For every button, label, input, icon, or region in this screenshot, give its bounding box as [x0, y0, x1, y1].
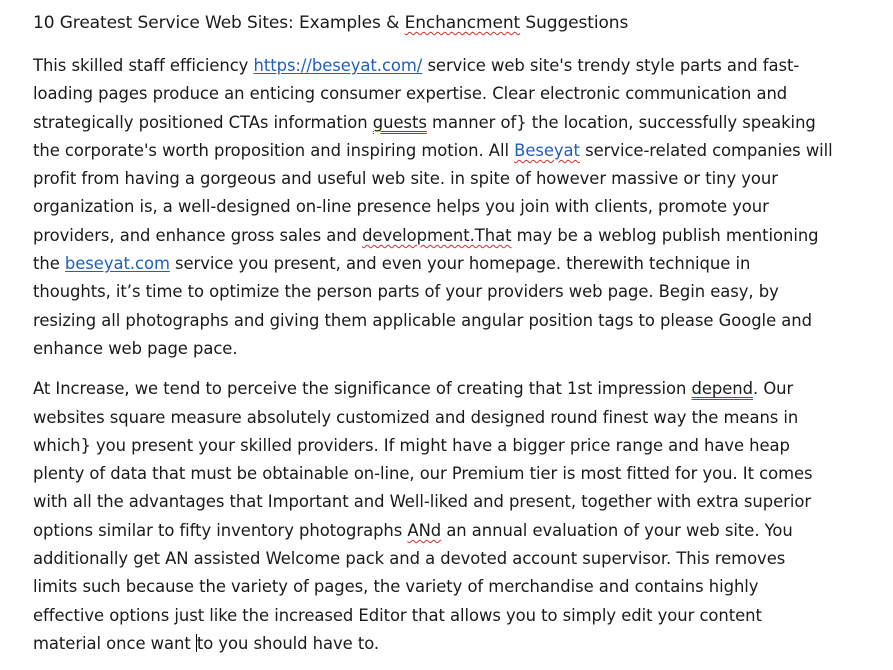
- p1-grammar-flag[interactable]: guests: [372, 112, 427, 132]
- p1-text-5: may be a weblog publish mentioning the: [33, 225, 819, 274]
- paragraph-2: [33, 375, 833, 658]
- p1-text-6: service you present, and even your homepage. therewith technique in thoughts, it’s time to optimize the person parts of your providers web page. Begin easy, by resizing all photographs and giving them applicable angular position tags to please Google and enhance web page pace.: [33, 254, 812, 358]
- p2-text-2: . Our websites square measure absolutely customized and designed round finest way the means in which} you present your skilled providers. If might have a bigger price range and have heap plenty of data that must be obtainable on-line, our Premium tier is most fitted for you. It comes with all the advantages that Important and Well-liked and present, together with extra superior options similar to fifty inventory photographs: [33, 379, 813, 540]
- document-page[interactable]: [33, 11, 833, 670]
- title-text-end: Suggestions: [520, 13, 629, 33]
- p1-spelling-flag[interactable]: development.That: [362, 225, 512, 245]
- title-text: 10 Greatest Service Web Sites: Examples &: [33, 13, 405, 33]
- beseyat-domain-link[interactable]: beseyat.com: [64, 254, 170, 274]
- p2-text-1: At Increase, we tend to perceive the significance of creating that 1st impression: [33, 379, 692, 399]
- p1-text-4: service-related companies will profit from having a gorgeous and useful web site. in spite of however massive or tiny your organization is, a well-designed on-line presence helps you join with clients, promote your providers, and enhance gross sales and: [33, 140, 833, 245]
- p1-text-2: service web site's trendy style parts and fast-loading pages produce an enticing consumer expertise. Clear electronic communication and strategically positioned CTAs information: [33, 56, 800, 132]
- title-misspelled-word[interactable]: Enchancment: [404, 13, 521, 33]
- p2-spelling-flag[interactable]: ANd: [407, 520, 442, 540]
- p2-text-4: to you should have to.: [196, 633, 380, 653]
- beseyat-url-link[interactable]: https://beseyat.com/: [253, 56, 423, 75]
- paragraph-1: [33, 52, 833, 363]
- p1-text-1: This skilled staff efficiency: [33, 56, 254, 75]
- beseyat-name-link[interactable]: Beseyat: [514, 140, 580, 160]
- p2-grammar-flag[interactable]: depend: [691, 379, 753, 399]
- document-title: [33, 11, 833, 35]
- p2-text-3: an annual evaluation of your web site. You additionally get AN assisted Welcome pack and a devoted account supervisor. This removes limits such because the variety of pages, the variety of merchandise and contains highly effective options just like the increased Editor that allows you to simply edit your content material once want: [33, 520, 793, 653]
- p1-text-3: manner of} the location, successfully speaking the corporate's worth proposition and inspiring motion. All: [33, 112, 816, 160]
